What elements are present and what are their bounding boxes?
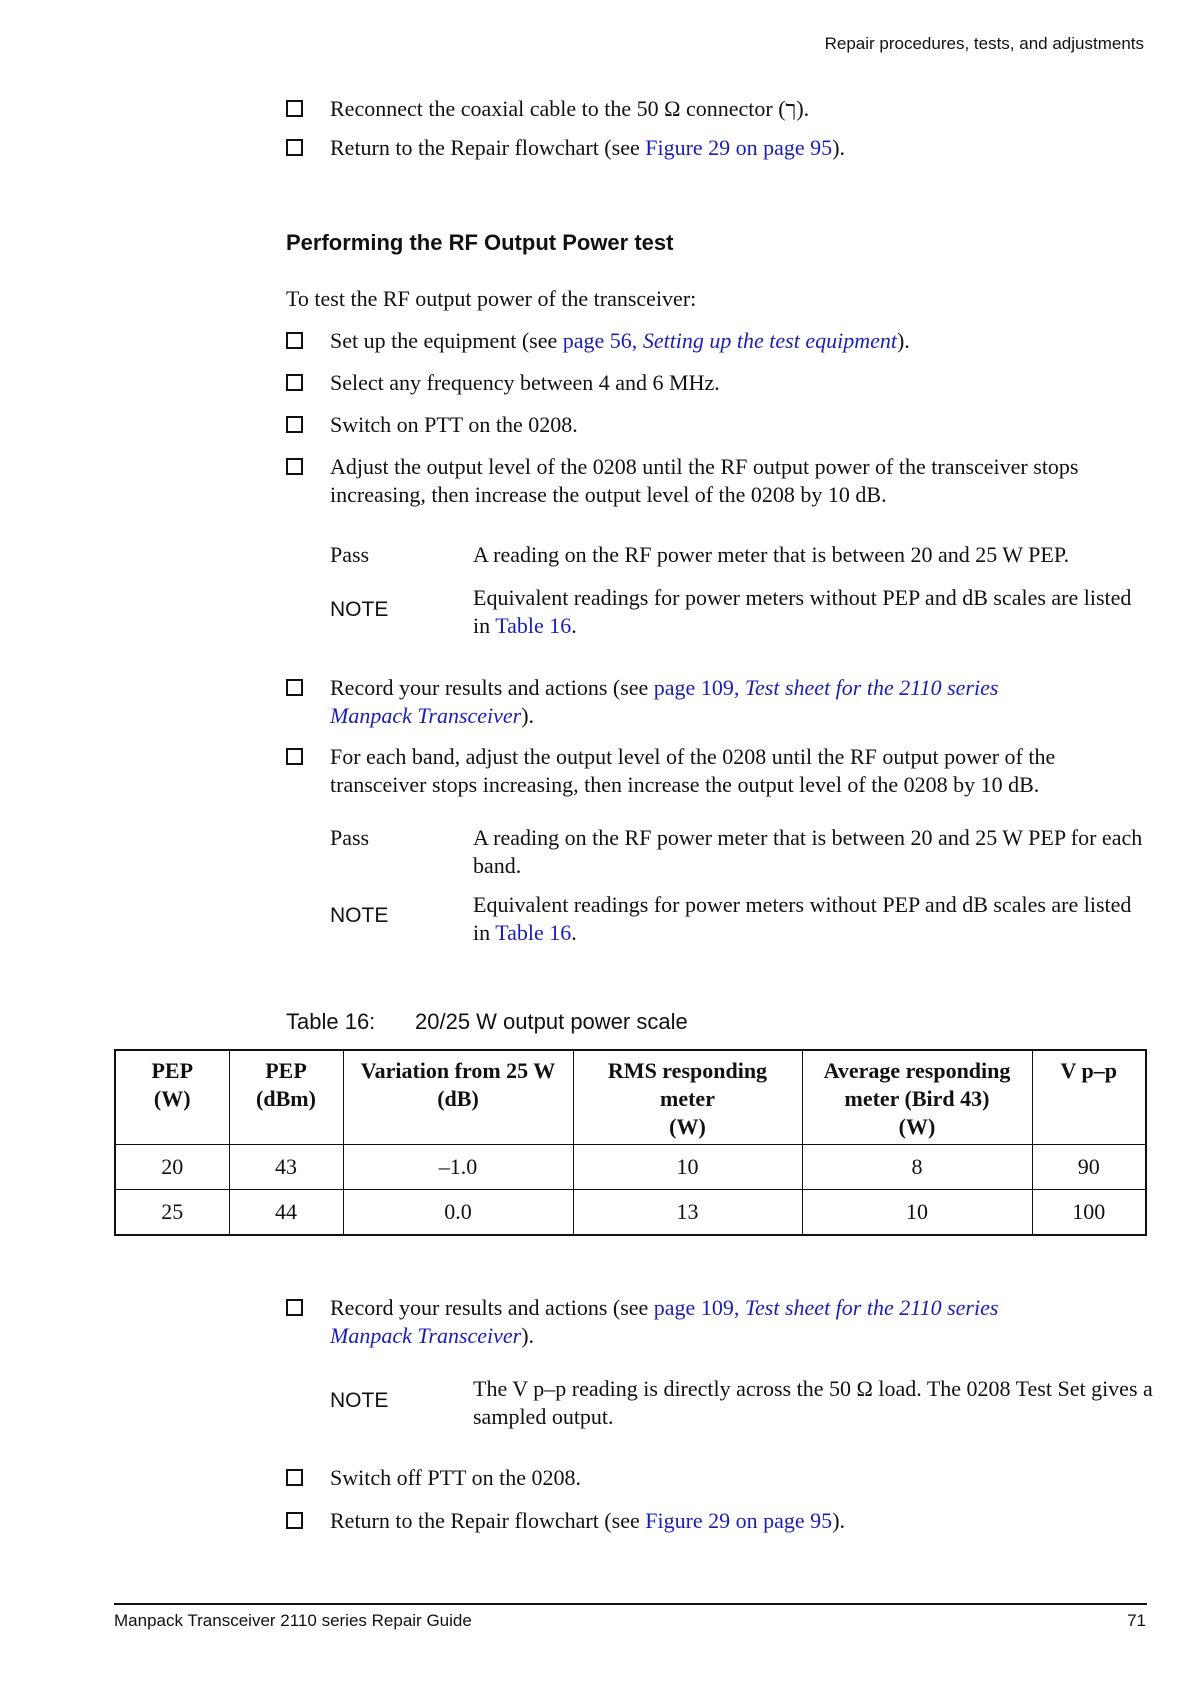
table-row: [115, 1189, 1146, 1235]
step-adjust-output: Adjust the output level of the 0208 until the RF output power of the transceiver stops increasing, then increase the output level of the 0208 by 10 dB.: [286, 453, 1146, 509]
table-header-row: [115, 1050, 1146, 1144]
table-row: [115, 1144, 1146, 1189]
pass-label: Pass: [330, 542, 370, 567]
output-power-table: [114, 1049, 1147, 1236]
pass-criterion: A reading on the RF power meter that is between 20 and 25 W PEP for each band.: [473, 825, 1143, 878]
note-label: NOTE: [330, 598, 389, 621]
page-number: 71: [1127, 1611, 1146, 1630]
pass-criterion: A reading on the RF power meter that is between 20 and 25 W PEP.: [473, 542, 1070, 567]
col-pep-dbm: PEP (dBm): [229, 1050, 343, 1144]
footer-doc-title: Manpack Transceiver 2110 series Repair Guide: [114, 1611, 472, 1630]
table-cell: 8: [802, 1144, 1032, 1189]
table-cell: 90: [1032, 1144, 1146, 1189]
footer-divider: [114, 1603, 1147, 1605]
table-cell: 0.0: [343, 1189, 573, 1235]
checkbox-icon[interactable]: [286, 332, 303, 349]
checkbox-icon[interactable]: [286, 416, 303, 433]
page-link[interactable]: page 109, Test sheet for the 2110 series Manpack Transceiver: [330, 1295, 999, 1348]
running-header: Repair procedures, tests, and adjustments: [824, 34, 1144, 53]
table-caption: [286, 1009, 688, 1035]
step-adjust-each-band: For each band, adjust the output level of the 0208 until the RF output power of the transceiver stops increasing, then increase the output level of the 0208 by 10 dB.: [286, 743, 1146, 799]
table-cell: 20: [115, 1144, 229, 1189]
checkbox-icon[interactable]: [286, 1299, 303, 1316]
table-cell: –1.0: [343, 1144, 573, 1189]
step-setup-equipment: Set up the equipment (see page 56, Setting up the test equipment).: [286, 327, 1146, 355]
table-cell: 13: [573, 1189, 802, 1235]
step-record-results: Record your results and actions (see page 109, Test sheet for the 2110 series Manpack Transceiver).: [286, 674, 1146, 730]
table-link[interactable]: Table 16: [495, 920, 572, 945]
figure-link[interactable]: Figure 29 on page 95: [645, 1508, 833, 1533]
table-cell: 100: [1032, 1189, 1146, 1235]
checkbox-icon[interactable]: [286, 748, 303, 765]
col-average-meter: Average responding meter (Bird 43) (W): [802, 1050, 1032, 1144]
step-switch-off-ptt: Switch off PTT on the 0208.: [286, 1464, 1146, 1492]
step-record-results: Record your results and actions (see page 109, Test sheet for the 2110 series Manpack Transceiver).: [286, 1294, 1146, 1350]
page-link[interactable]: page 56, Setting up the test equipment: [562, 328, 897, 353]
page-link[interactable]: page 109, Test sheet for the 2110 series Manpack Transceiver: [330, 675, 999, 728]
section-heading: Performing the RF Output Power test: [286, 230, 674, 255]
step-return-flowchart: Return to the Repair flowchart (see Figure 29 on page 95).: [286, 1507, 1146, 1535]
col-vpp: V p–p: [1032, 1050, 1146, 1144]
pass-label: Pass: [330, 825, 370, 850]
table-cell: 44: [229, 1189, 343, 1235]
table-cell: 10: [802, 1189, 1032, 1235]
checkbox-icon[interactable]: [286, 458, 303, 475]
col-rms-meter: RMS responding meter (W): [573, 1050, 802, 1144]
table-link[interactable]: Table 16: [495, 613, 572, 638]
step-select-frequency: Select any frequency between 4 and 6 MHz.: [286, 369, 1146, 397]
checkbox-icon[interactable]: [286, 139, 303, 156]
step-return-flowchart: Return to the Repair flowchart (see Figure 29 on page 95).: [286, 134, 1146, 162]
table-cell: 43: [229, 1144, 343, 1189]
figure-link[interactable]: Figure 29 on page 95: [645, 135, 833, 160]
section-intro: To test the RF output power of the transceiver:: [286, 286, 697, 311]
table-cell: 25: [115, 1189, 229, 1235]
table-cell: 10: [573, 1144, 802, 1189]
col-pep-w: PEP (W): [115, 1050, 229, 1144]
table-title: 20/25 W output power scale: [415, 1009, 688, 1034]
note-text: Equivalent readings for power meters without PEP and dB scales are listed in Table 16.: [473, 892, 1132, 945]
col-variation: Variation from 25 W (dB): [343, 1050, 573, 1144]
step-switch-on-ptt: Switch on PTT on the 0208.: [286, 411, 1146, 439]
note-text: The V p–p reading is directly across the 50 Ω load. The 0208 Test Set gives a sampled output.: [473, 1376, 1153, 1429]
note-label: NOTE: [330, 904, 389, 927]
note-text: Equivalent readings for power meters without PEP and dB scales are listed in Table 16.: [473, 585, 1132, 638]
checkbox-icon[interactable]: [286, 374, 303, 391]
checkbox-icon[interactable]: [286, 679, 303, 696]
checkbox-icon[interactable]: [286, 1469, 303, 1486]
connector-symbol: ך: [785, 96, 797, 121]
checkbox-icon[interactable]: [286, 100, 303, 117]
table-number: Table 16:: [286, 1009, 376, 1034]
note-label: NOTE: [330, 1389, 389, 1412]
step-reconnect-cable: Reconnect the coaxial cable to the 50 Ω connector (ך).: [286, 95, 1146, 123]
checkbox-icon[interactable]: [286, 1512, 303, 1529]
